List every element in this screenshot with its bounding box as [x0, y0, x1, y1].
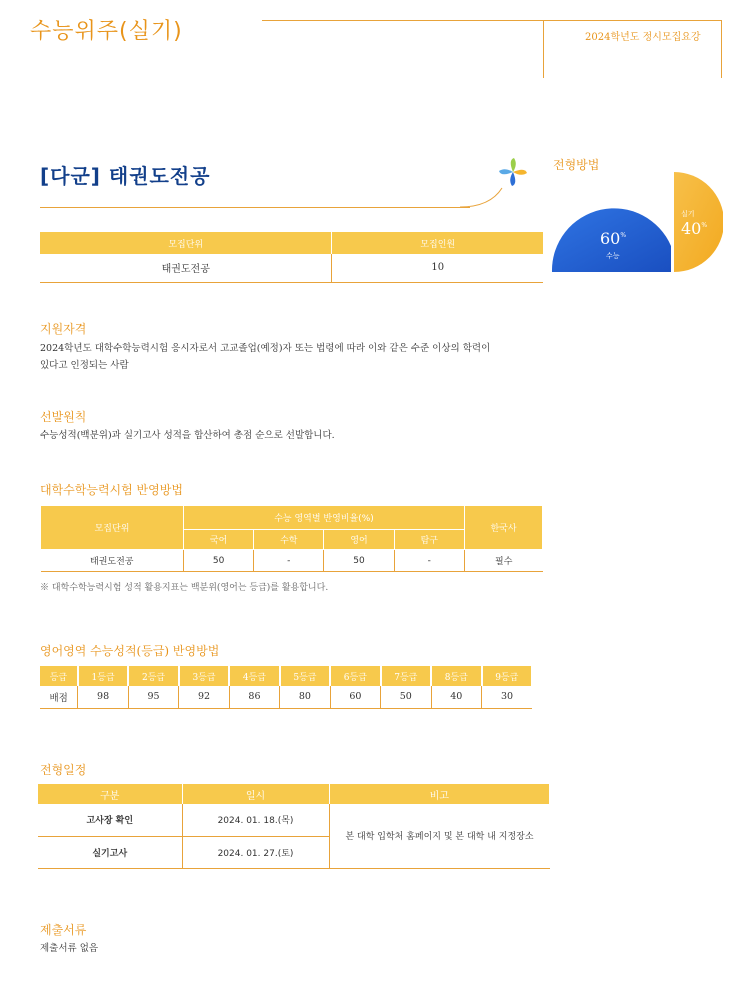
cell-score-2: 95 — [128, 686, 178, 708]
col-header-math: 수학 — [254, 530, 324, 550]
cell-score-4: 86 — [229, 686, 279, 708]
cell-score-5: 80 — [280, 686, 330, 708]
eligibility-heading: 지원자격 — [40, 322, 87, 336]
csat-ratio-table — [40, 505, 543, 572]
cell-datetime: 2024. 01. 18.(목) — [182, 804, 329, 836]
cell-score-1: 98 — [78, 686, 128, 708]
department-rule — [40, 207, 470, 208]
header-subtitle: 2024학년도 정시모집요강 — [585, 32, 701, 43]
eligibility-line-2: 있다고 인정되는 사람 — [40, 360, 129, 371]
col-header-remark: 비고 — [329, 784, 550, 804]
cell-score-9: 30 — [482, 686, 533, 708]
pinwheel-logo-icon — [498, 156, 528, 188]
principle-text: 수능성적(백분위)과 실기고사 성적을 합산하여 총점 순으로 선발합니다. — [40, 430, 335, 441]
cell-score-6: 60 — [330, 686, 380, 708]
cell-count: 10 — [332, 254, 543, 282]
cell-unit: 태권도전공 — [41, 550, 184, 572]
cell-unit: 태권도전공 — [40, 254, 332, 282]
english-heading: 영어영역 수능성적(등급) 반영방법 — [40, 644, 220, 658]
pie-csat-label: 수능 — [606, 252, 620, 260]
recruitment-table — [40, 232, 543, 283]
pie-practical-label: 실기 — [681, 210, 695, 218]
col-header-grade-9: 9등급 — [482, 666, 533, 686]
col-header-grade-2: 2등급 — [128, 666, 178, 686]
col-header-ratio: 수능 영역별 반영비율(%) — [184, 506, 465, 530]
col-header-unit: 모집단위 — [40, 232, 332, 254]
cell-category: 실기고사 — [38, 836, 182, 868]
cell-score-7: 50 — [381, 686, 431, 708]
cell-score-8: 40 — [431, 686, 481, 708]
table-row — [38, 804, 550, 836]
table-row — [41, 550, 543, 572]
col-header-grade-1: 1등급 — [78, 666, 128, 686]
csat-method-heading: 대학수학능력시험 반영방법 — [40, 483, 183, 497]
col-header-english: 영어 — [324, 530, 394, 550]
row-label-score: 배점 — [40, 686, 78, 708]
cell-score-3: 92 — [179, 686, 229, 708]
col-header-history: 한국사 — [465, 506, 543, 550]
col-header-grade: 등급 — [40, 666, 78, 686]
cell-history: 필수 — [465, 550, 543, 572]
cell-math: - — [254, 550, 324, 572]
col-header-inquiry: 탐구 — [394, 530, 464, 550]
documents-heading: 제출서류 — [40, 923, 87, 937]
table-row — [40, 686, 532, 708]
pie-practical-percent: 40% — [681, 219, 708, 238]
col-header-grade-5: 5등급 — [280, 666, 330, 686]
english-grade-table — [40, 666, 533, 709]
documents-text: 제출서류 없음 — [40, 943, 99, 954]
col-header-category: 구분 — [38, 784, 182, 804]
col-header-korean: 국어 — [184, 530, 254, 550]
selection-ratio-pie — [548, 170, 723, 274]
cell-inquiry: - — [394, 550, 464, 572]
col-header-unit: 모집단위 — [41, 506, 184, 550]
cell-korean: 50 — [184, 550, 254, 572]
col-header-grade-4: 4등급 — [229, 666, 279, 686]
department-title: [다군] 태권도전공 — [40, 164, 211, 188]
cell-category: 고사장 확인 — [38, 804, 182, 836]
schedule-heading: 전형일정 — [40, 763, 87, 777]
page-title: 수능위주(실기) — [30, 19, 183, 44]
col-header-datetime: 일시 — [182, 784, 329, 804]
cell-datetime: 2024. 01. 27.(토) — [182, 836, 329, 868]
csat-note: ※ 대학수학능력시험 성적 활용지표는 백분위(영어는 등급)를 활용합니다. — [40, 583, 329, 593]
schedule-table — [38, 784, 550, 869]
col-header-grade-8: 8등급 — [431, 666, 481, 686]
eligibility-line-1: 2024학년도 대학수학능력시험 응시자로서 고교졸업(예정)자 또는 법령에 따라 이와 같은 수준 이상의 학력이 — [40, 343, 491, 354]
col-header-grade-6: 6등급 — [330, 666, 380, 686]
cell-english: 50 — [324, 550, 394, 572]
selection-method-label: 전형방법 — [553, 158, 600, 172]
col-header-grade-7: 7등급 — [381, 666, 431, 686]
table-row — [40, 254, 543, 282]
principle-heading: 선발원칙 — [40, 410, 87, 424]
col-header-count: 모집인원 — [332, 232, 543, 254]
col-header-grade-3: 3등급 — [179, 666, 229, 686]
pie-csat-percent: 60% — [600, 229, 627, 248]
cell-remark: 본 대학 입학처 홈페이지 및 본 대학 내 지정장소 — [329, 804, 550, 868]
